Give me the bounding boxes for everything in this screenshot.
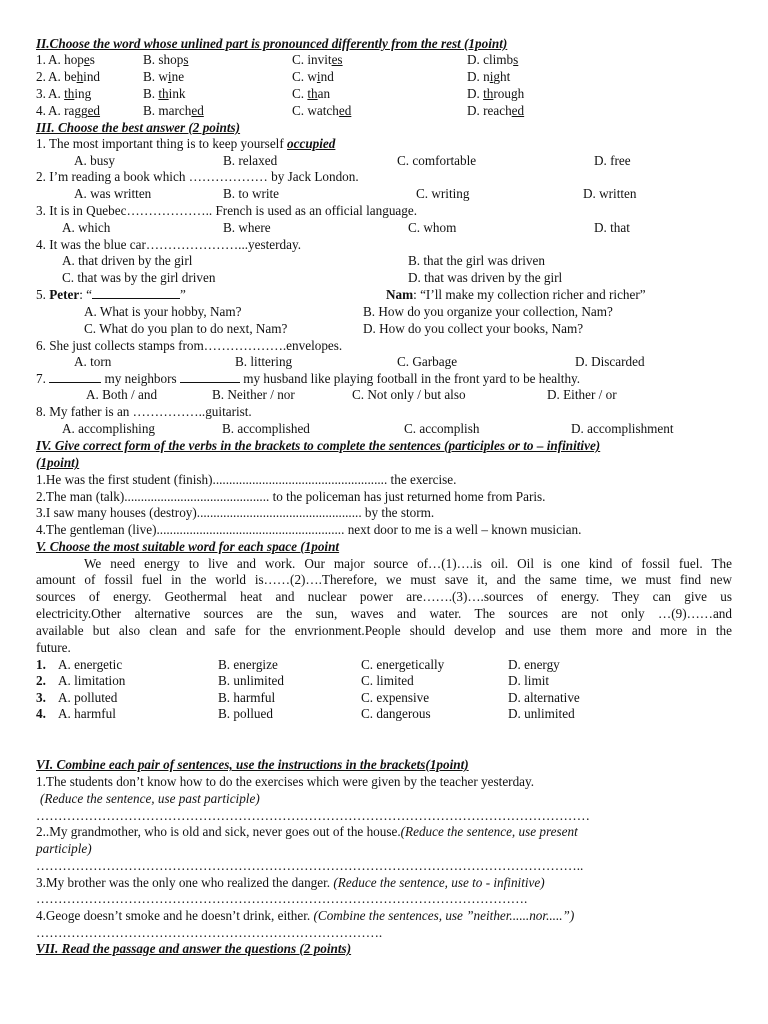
s5-passage-line-1: We need energy to live and work. Our major source of…(1)….is oil. Oil is one kind of fossil fuel. The bbox=[84, 556, 732, 571]
s5-passage-line-4: electricity.Other alternative sources are the sun, waves and water. The sources are not only …(9)……and bbox=[36, 606, 732, 621]
s3-q8-stem: 8. My father is an ……………..guitarist. bbox=[36, 404, 252, 419]
s3-q4-stem: 4. It was the blue car…………………...yesterday. bbox=[36, 237, 302, 252]
s3-q1-opt-b: B. relaxed bbox=[223, 153, 278, 168]
s3-q6-opt-c: C. Garbage bbox=[397, 354, 458, 369]
section-7-title: VII. Read the passage and answer the questions (2 points) bbox=[36, 941, 352, 956]
s3-q4-opt-a: A. that driven by the girl bbox=[62, 253, 193, 268]
s3-q3-opt-d: D. that bbox=[594, 220, 630, 235]
s5-passage-line-5: available but also clean and safe for the envrionment.People should develop and use them more and more in the bbox=[36, 623, 732, 638]
s3-q3-opt-a: A. which bbox=[62, 220, 111, 235]
s3-q2-opt-d: D. written bbox=[583, 186, 637, 201]
s3-q1-stem: 1. The most important thing is to keep yourself occupied bbox=[36, 136, 336, 151]
s6-answer-line-4: ……………………………………………………………………. bbox=[36, 925, 383, 940]
answer-blank bbox=[180, 371, 240, 383]
s3-q7-opt-a: A. Both / and bbox=[86, 387, 158, 402]
s6-item-3: 3.My brother was the only one who realized the danger. (Reduce the sentence, use to - infinitive) bbox=[36, 875, 545, 890]
s3-q3-opt-c: C. whom bbox=[408, 220, 457, 235]
section-3-title: III. Choose the best answer (2 points) bbox=[36, 120, 241, 135]
s6-answer-line-1: ……………………………………………………………………………………………………………… bbox=[36, 808, 590, 823]
s3-q5-opt-c: C. What do you plan to do next, Nam? bbox=[84, 321, 288, 336]
s4-item-3: 3.I saw many houses (destroy).................................................. by the storm. bbox=[36, 505, 435, 520]
section-6-title: VI. Combine each pair of sentences, use the instructions in the brackets(1point) bbox=[36, 757, 469, 772]
s6-item-1-instruction: (Reduce the sentence, use past participle) bbox=[40, 791, 260, 806]
s3-q8-opt-b: B. accomplished bbox=[222, 421, 310, 436]
s3-q8-opt-c: C. accomplish bbox=[404, 421, 480, 436]
s4-item-2: 2.The man (talk)............................................ to the policeman has just returned home from Paris. bbox=[36, 489, 546, 504]
s3-q8-opt-a: A. accomplishing bbox=[62, 421, 156, 436]
s3-q6-stem: 6. She just collects stamps from……………….envelopes. bbox=[36, 338, 343, 353]
s3-q6-opt-d: D. Discarded bbox=[575, 354, 645, 369]
s3-q7-opt-c: C. Not only / but also bbox=[352, 387, 466, 402]
s3-q2-stem: 2. I’m reading a book which ……………… by Jack London. bbox=[36, 169, 359, 184]
s3-q4-opt-d: D. that was driven by the girl bbox=[408, 270, 563, 285]
worksheet-page: II.Choose the word whose unlined part is pronounced differently from the rest (1point) 1. A. hopes B. shops C. invites D. climbs 2. A. behind B. wine C. wind D. night 3. A. thing B. think C. than D. through 4. A. ragged B. marched C. watched D. reached III. Choose the best answer (2 points) 1. The most important thing is to keep yourself occupied A. busy B. relaxed C. comfortable D. free 2. I’m reading a book which ……………… by Jack London. A. was written B. to write C. writing D. written 3. It is in Quebec……………….. French is used as an official language. A. which B. where C. whom D. that 4. It was the blue car…………………...yesterday. A. that driven by the girl B. that the girl was driven C. that was by the girl driven D. that was driven by the girl 5. Peter: “ ” Nam: “I’ll make my collection richer and richer” A. What is your hobby, Nam? B. How do you organize your collection, Nam? C. What do you plan to do next, Nam? D. How do you collect your books, Nam? 6. She just collects stamps from……………….envelopes. A. torn B. littering C. Garbage D. Discarded 7. my neighbors my husband like playing football in the front yard to be healthy. A. Both / and B. Neither / nor C. Not only / but also D. Either / or 8. My father is an ……………..guitarist. A. accomplishing B. accomplished C. accomplish D. accomplishment IV. Give correct form of the verbs in the brackets to complete the sentences (participles or to – infinitive) (1point) 1.He was the first student (finish)..................................................... the exercise. 2.The man (talk)............................................ to the policeman has just returned home from Paris. 3.I saw many houses (destroy).................................................. by the storm. 4.The gentleman (live)......................................................... next door to me is a well – known musician. V. Choose the most suitable word for each space (1point We need energy to live and work. Our major source of…(1)….is oil. Oil is one kind of fossil fuel. The amount of fossil fuel in the world is……(2)….Therefore, we must save it, and the same time, we must find new sources of energy. Geothermal heat and nuclear power are…….(3)….sources of energy. They can give us electricity.Other alternative sources are the sun, waves and water. The sources are not only …(9)……and available but also clean and safe for the envrionment.People should develop and use them more and more in the future. 1. A. energetic B. energize C. energetically D. energy 2. A. limitation B. unlimited C. limited D. limit 3. A. polluted B. harmful C. expensive D. alternative 4. A. harmful B. pollued C. dangerous D. unlimited VI. Combine each pair of sentences, use the instructions in the brackets(1point) 1.The students don’t know how to do the exercises which were given by the teacher yesterday. (Reduce the sentence, use past participle) ……………………………………………………………………………………………………………… 2..My grandmother, who is old and sick, never goes out of the house.(Reduce the sentence, use present participle) …………………………………………………………………………………………………………….. 3.My brother was the only one who realized the danger. (Reduce the sentence, use to - infinitive) …………………………………………………………………………………………………. 4.Geoge doesn’t smoke and he doesn’t drink, either. (Combine the sentences, use ”neither......nor.....”) ……………………………………………………………………. VII. Read the passage and answer the questions (2 points) bbox=[36, 36, 732, 956]
s3-q5-opt-b: B. How do you organize your collection, Nam? bbox=[363, 304, 613, 319]
section-2-title: II.Choose the word whose unlined part is pronounced differently from the rest (1point) bbox=[36, 36, 508, 51]
s6-answer-line-2: …………………………………………………………………………………………………………….. bbox=[36, 858, 584, 873]
s4-item-4: 4.The gentleman (live)......................................................... next door to me is a well – known musician. bbox=[36, 522, 582, 537]
s3-q1-opt-a: A. busy bbox=[74, 153, 116, 168]
s3-q3-stem: 3. It is in Quebec……………….. French is used as an official language. bbox=[36, 203, 418, 218]
s3-q1-opt-d: D. free bbox=[594, 153, 631, 168]
s6-item-1: 1.The students don’t know how to do the exercises which were given by the teacher yesterday. bbox=[36, 774, 535, 789]
s3-q7-stem: 7. my neighbors my husband like playing football in the front yard to be healthy. bbox=[36, 371, 581, 386]
s3-q2-opt-a: A. was written bbox=[74, 186, 152, 201]
s3-q4-opt-b: B. that the girl was driven bbox=[408, 253, 545, 268]
s4-item-1: 1.He was the first student (finish)..................................................... the exercise. bbox=[36, 472, 457, 487]
s3-q7-opt-d: D. Either / or bbox=[547, 387, 617, 402]
s3-q5-stem: 5. Peter: “ ” bbox=[36, 287, 186, 302]
s6-answer-line-3: …………………………………………………………………………………………………. bbox=[36, 891, 528, 906]
s6-item-4: 4.Geoge doesn’t smoke and he doesn’t drink, either. (Combine the sentences, use ”neither......nor.....”) bbox=[36, 908, 575, 923]
answer-blank bbox=[49, 371, 101, 383]
s3-q2-opt-c: C. writing bbox=[416, 186, 470, 201]
s3-q7-opt-b: B. Neither / nor bbox=[212, 387, 295, 402]
s3-q1-opt-c: C. comfortable bbox=[397, 153, 477, 168]
s3-q3-opt-b: B. where bbox=[223, 220, 271, 235]
s3-q6-opt-a: A. torn bbox=[74, 354, 112, 369]
s3-q8-opt-d: D. accomplishment bbox=[571, 421, 674, 436]
section-4-title: IV. Give correct form of the verbs in the brackets to complete the sentences (participles or to – infinitive) bbox=[36, 438, 601, 453]
s6-item-2-instruction-cont: participle) bbox=[36, 841, 92, 856]
s5-passage-line-3: sources of energy. Geothermal heat and nuclear power are…….(3)….sources of energy. They can give us bbox=[36, 589, 732, 604]
s5-passage-line-6: future. bbox=[36, 640, 71, 655]
section-4-title-points: (1point) bbox=[36, 455, 80, 470]
s3-q4-opt-c: C. that was by the girl driven bbox=[62, 270, 216, 285]
section-5-title: V. Choose the most suitable word for each space (1point bbox=[36, 539, 340, 554]
s3-q5-nam-line: Nam: “I’ll make my collection richer and richer” bbox=[386, 287, 646, 302]
s3-q6-opt-b: B. littering bbox=[235, 354, 293, 369]
s3-q2-opt-b: B. to write bbox=[223, 186, 280, 201]
answer-blank bbox=[92, 287, 180, 299]
s3-q5-opt-a: A. What is your hobby, Nam? bbox=[84, 304, 242, 319]
s6-item-2: 2..My grandmother, who is old and sick, never goes out of the house.(Reduce the sentence, use present bbox=[36, 824, 578, 839]
s5-passage-line-2: amount of fossil fuel in the world is……(2)….Therefore, we must save it, and the same time, we must find new bbox=[36, 572, 732, 587]
s3-q5-opt-d: D. How do you collect your books, Nam? bbox=[363, 321, 584, 336]
